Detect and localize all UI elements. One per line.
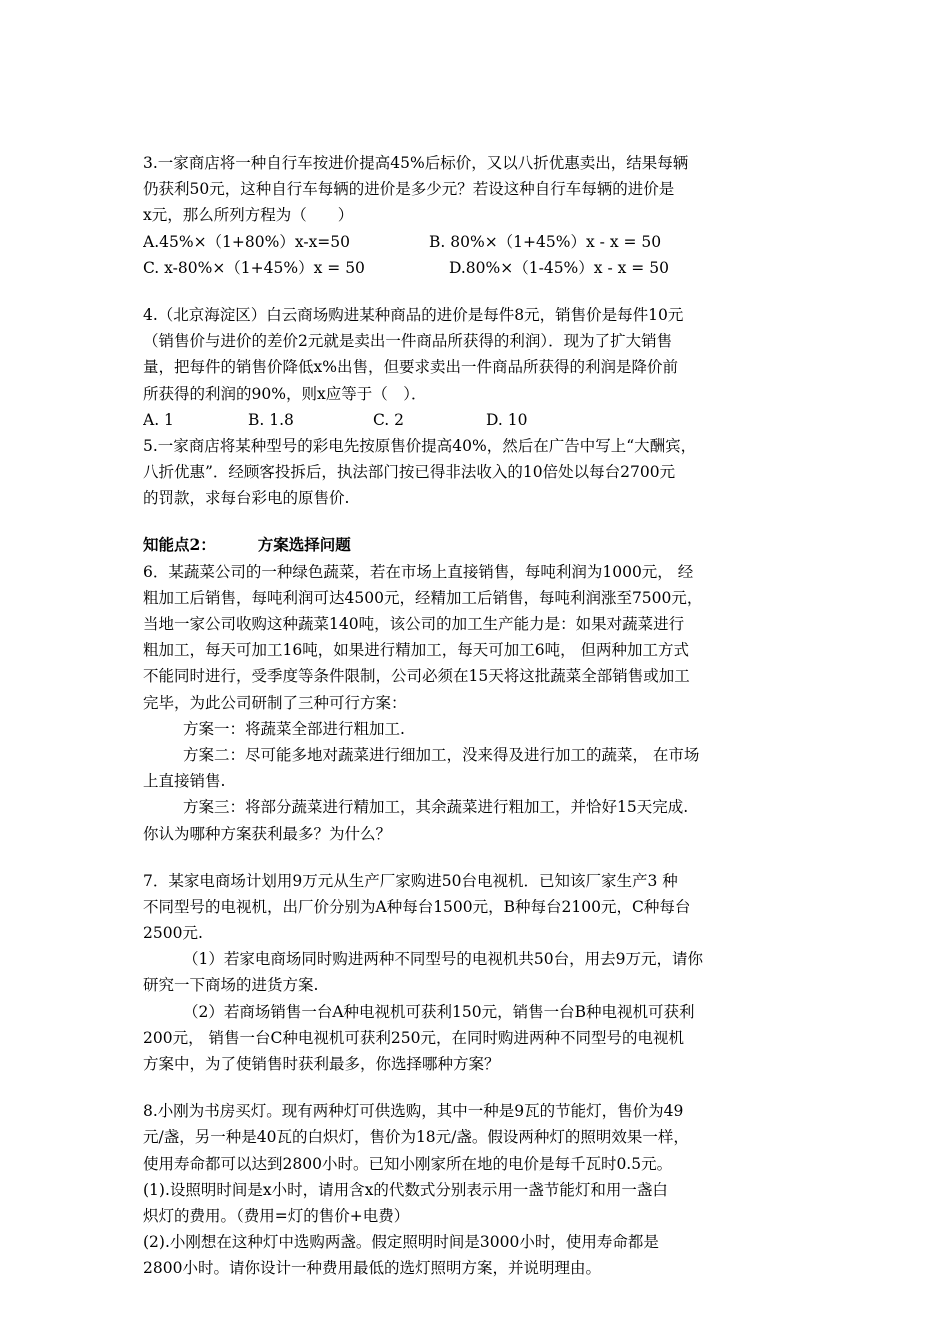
question-3-line: x元，那么所列方程为（ ） — [143, 206, 354, 225]
question-4-line: 量，把每件的销售价降低x%出售，但要求卖出一件商品所获得的利润是降价前 — [143, 358, 678, 377]
question-4-option-c: C. 2 — [373, 410, 405, 429]
question-6-line: 粗加工后销售，每吨利润可达4500元，经精加工后销售，每吨利润涨至7500元， — [143, 588, 703, 607]
question-6-line: 粗加工，每天可加工16吨，如果进行精加工，每天可加工6吨， 但两种加工方式 — [143, 641, 690, 660]
question-3-line: 仍获利50元，这种自行车每辆的进价是多少元？若设这种自行车每辆的进价是 — [143, 180, 675, 199]
question-3-options-row-1 — [143, 229, 823, 255]
question-3-option-c: C. x-80%×（1+45%）x = 50 — [143, 258, 365, 277]
section-title: 方案选择问题 — [257, 535, 351, 555]
question-7-part-2-line: 200元， 销售一台C种电视机可获利250元，在同时购进两种不同型号的电视机 — [143, 1028, 684, 1047]
question-6-plan-2-cont: 上直接销售. — [143, 772, 226, 791]
question-8-line: 8.小刚为书房买灯。现有两种灯可供选购，其中一种是9瓦的节能灯，售价为49 — [143, 1102, 684, 1121]
question-7-line: 不同型号的电视机，出厂价分别为A种每台1500元，B种每台2100元，C种每台 — [143, 897, 691, 916]
question-3-option-b: B. 80%×（1+45%）x - x = 50 — [429, 232, 662, 251]
question-4 — [143, 302, 823, 433]
question-7-part-1: （1）若家电商场同时购进两种不同型号的电视机共50台，用去9万元，请你 — [183, 950, 703, 969]
question-5-line: 5.一家商店将某种型号的彩电先按原售价提高40%，然后在广告中写上“大酬宾， — [143, 436, 697, 455]
document-content — [143, 150, 823, 1282]
question-7-line: 2500元. — [143, 924, 203, 943]
question-8-line: 2800小时。请你设计一种费用最低的选灯照明方案，并说明理由。 — [143, 1259, 601, 1278]
question-4-line: 所获得的利润的90%，则x应等于（ ）． — [143, 384, 427, 403]
question-8-line: (1).设照明时间是x小时，请用含x的代数式分别表示用一盏节能灯和用一盏白 — [143, 1180, 668, 1199]
question-3 — [143, 150, 823, 281]
question-6-line: 不能同时进行，受季度等条件限制，公司必须在15天将这批蔬菜全部销售或加工 — [143, 667, 690, 686]
question-3-line: 3.一家商店将一种自行车按进价提高45%后标价，又以八折优惠卖出，结果每辆 — [143, 154, 689, 172]
question-7 — [143, 868, 823, 1078]
question-7-part-1-cont: 研究一下商场的进货方案. — [143, 976, 319, 995]
question-6 — [143, 559, 823, 847]
section-label: 知能点2： — [143, 535, 216, 555]
question-5-line: 八折优惠”．经顾客投拆后，执法部门按已得非法收入的10倍处以每台2700元 — [143, 463, 676, 482]
question-4-line: （销售价与进价的差价2元就是卖出一件商品所获得的利润）．现为了扩大销售 — [143, 332, 673, 351]
question-5 — [143, 433, 823, 512]
question-4-option-b: B. 1.8 — [248, 410, 294, 429]
question-8-line: 炽灯的费用。（费用=灯的售价+电费） — [143, 1206, 410, 1225]
question-5-line: 的罚款，求每台彩电的原售价. — [143, 489, 350, 508]
question-8-line: (2).小刚想在这种灯中选购两盏。假定照明时间是3000小时，使用寿命都是 — [143, 1233, 659, 1252]
question-6-line: 当地一家公司收购这种蔬菜140吨，该公司的加工生产能力是：如果对蔬菜进行 — [143, 615, 685, 633]
question-3-options-row-2 — [143, 255, 823, 281]
question-4-line: 4.（北京海淀区）白云商场购进某种商品的进价是每件8元，销售价是每件10元 — [143, 305, 684, 324]
question-8 — [143, 1098, 823, 1281]
question-6-plan-1: 方案一：将蔬菜全部进行粗加工. — [183, 719, 405, 738]
question-6-line: 完毕，为此公司研制了三种可行方案： — [143, 693, 407, 712]
question-6-plan-3: 方案三：将部分蔬菜进行精加工，其余蔬菜进行粗加工，并恰好15天完成. — [183, 798, 689, 817]
question-7-part-2-line: 方案中，为了使销售时获利最多，你选择哪种方案？ — [143, 1055, 500, 1073]
question-6-line: 6．某蔬菜公司的一种绿色蔬菜，若在市场上直接销售，每吨利润为1000元， 经 — [143, 562, 694, 581]
question-4-option-d: D. 10 — [486, 410, 528, 429]
question-4-option-a: A. 1 — [143, 410, 174, 429]
section-heading — [143, 532, 823, 558]
question-3-option-d: D.80%×（1-45%）x - x = 50 — [449, 258, 669, 277]
question-6-plan-2: 方案二：尽可能多地对蔬菜进行细加工，没来得及进行加工的蔬菜， 在市场 — [183, 745, 700, 764]
question-6-question: 你认为哪种方案获利最多？为什么？ — [143, 824, 392, 843]
question-8-line: 元/盏，另一种是40瓦的白炽灯，售价为18元/盏。假设两种灯的照明效果一样， — [143, 1128, 689, 1147]
question-7-line: 7．某家电商场计划用9万元从生产厂家购进50台电视机．已知该厂家生产3 种 — [143, 871, 678, 890]
question-7-part-2: （2）若商场销售一台A种电视机可获利150元，销售一台B种电视机可获利 — [183, 1002, 695, 1021]
question-8-line: 使用寿命都可以达到2800小时。已知小刚家所在地的电价是每千瓦时0.5元。 — [143, 1154, 673, 1173]
question-4-options-row — [143, 407, 823, 433]
question-3-option-a: A.45%×（1+80%）x-x=50 — [143, 232, 351, 251]
